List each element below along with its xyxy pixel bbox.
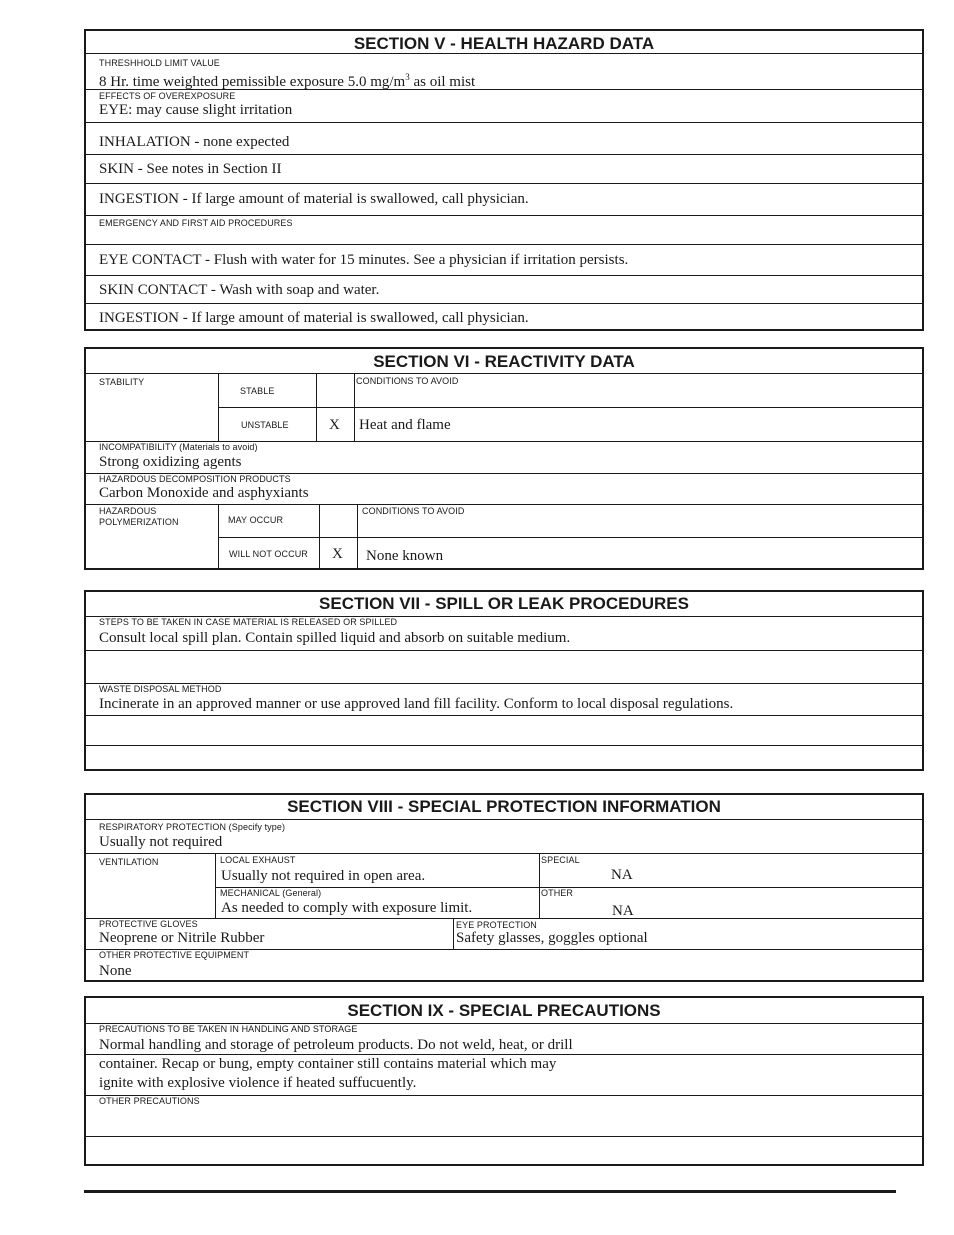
divider <box>86 303 922 304</box>
divider <box>86 53 922 54</box>
divider <box>86 154 922 155</box>
handling-line-3: ignite with explosive violence if heated suffucuently. <box>99 1075 417 1091</box>
divider <box>86 504 922 505</box>
section-viii-protection <box>84 793 924 982</box>
divider <box>86 183 922 184</box>
steps-label: STEPS TO BE TAKEN IN CASE MATERIAL IS RELEASED OR SPILLED <box>99 617 398 627</box>
tlv-value: 8 Hr. time weighted pemissible exposure 5.0 $mg/m^3$ as oil mist <box>99 72 476 90</box>
divider <box>86 918 922 919</box>
divider <box>86 1136 922 1137</box>
local-exhaust-label: LOCAL EXHAUST <box>220 855 296 865</box>
eye-protection-label: EYE PROTECTION <box>456 920 537 930</box>
eye-protection-value: Safety glasses, goggles optional <box>456 930 648 946</box>
incompat-label: INCOMPATIBILITY (Materials to avoid) <box>99 442 258 452</box>
conditions-value: Heat and flame <box>359 417 451 433</box>
mechanical-value: As needed to comply with exposure limit. <box>221 900 473 916</box>
polymerization-label-2: POLYMERIZATION <box>99 517 179 527</box>
unstable-label: UNSTABLE <box>241 420 289 430</box>
divider <box>86 215 922 216</box>
divider <box>539 853 540 918</box>
section-v-health-hazard <box>84 29 924 331</box>
divider <box>86 122 922 123</box>
local-exhaust-value: Usually not required in open area. <box>221 868 426 884</box>
divider <box>86 1095 922 1096</box>
handling-line-1: Normal handling and storage of petroleum products. Do not weld, heat, or drill <box>99 1037 573 1053</box>
special-label: SPECIAL <box>541 855 580 865</box>
other-equipment-value: None <box>99 963 132 979</box>
section-ix-title: SECTION IX - SPECIAL PRECAUTIONS <box>347 1001 661 1020</box>
section-v-title: SECTION V - HEALTH HAZARD DATA <box>353 34 655 53</box>
skin-contact: SKIN CONTACT - Wash with soap and water. <box>99 282 380 298</box>
section-viii-title: SECTION VIII - SPECIAL PROTECTION INFORMATION <box>287 797 721 816</box>
section-vi-title: SECTION VI - REACTIVITY DATA <box>373 352 635 371</box>
waste-value: Incinerate in an approved manner or use approved land fill facility. Conform to local disposal regulations. <box>99 696 734 712</box>
divider <box>218 407 922 408</box>
handling-line-2: container. Recap or bung, empty container still contains material which may <box>99 1056 557 1072</box>
conditions-label: CONDITIONS TO AVOID <box>356 376 459 386</box>
divider <box>86 89 922 90</box>
section-vi-reactivity <box>84 347 924 570</box>
poly-conditions-label: CONDITIONS TO AVOID <box>362 506 465 516</box>
ventilation-label: VENTILATION <box>99 857 159 867</box>
may-occur-label: MAY OCCUR <box>228 515 284 525</box>
tlv-label: THRESHHOLD LIMIT VALUE <box>99 58 220 68</box>
section-ix-precautions <box>84 996 924 1166</box>
special-value: NA <box>611 867 633 883</box>
steps-value: Consult local spill plan. Contain spilled liquid and absorb on suitable medium. <box>99 630 571 646</box>
effects-label: EFFECTS OF OVEREXPOSURE <box>99 91 236 101</box>
eye-effect: EYE: may cause slight irritation <box>99 102 293 118</box>
other-equipment-label: OTHER PROTECTIVE EQUIPMENT <box>99 950 250 960</box>
other-label: OTHER <box>541 888 573 898</box>
divider <box>86 715 922 716</box>
divider <box>86 275 922 276</box>
will-not-occur-checkmark: X <box>332 546 343 562</box>
other-value: NA <box>612 903 634 919</box>
decomp-label: HAZARDOUS DECOMPOSITION PRODUCTS <box>99 474 291 484</box>
gloves-label: PROTECTIVE GLOVES <box>99 919 198 929</box>
skin-effect: SKIN - See notes in Section II <box>99 161 282 177</box>
divider <box>86 1054 922 1055</box>
respiratory-label: RESPIRATORY PROTECTION (Specify type) <box>99 822 286 832</box>
divider <box>215 853 216 918</box>
ingestion-firstaid: INGESTION - If large amount of material is swallowed, call physician. <box>99 310 529 326</box>
firstaid-label: EMERGENCY AND FIRST AID PROCEDURES <box>99 218 293 228</box>
eye-contact: EYE CONTACT - Flush with water for 15 minutes. See a physician if irritation persists. <box>99 252 629 268</box>
divider <box>86 244 922 245</box>
section-vii-spill-leak <box>84 590 924 771</box>
unstable-checkmark: X <box>329 417 340 433</box>
gloves-value: Neoprene or Nitrile Rubber <box>99 930 265 946</box>
divider <box>86 650 922 651</box>
stable-label: STABLE <box>240 386 275 396</box>
will-not-occur-label: WILL NOT OCCUR <box>229 549 308 559</box>
divider <box>86 745 922 746</box>
respiratory-value: Usually not required <box>99 834 223 850</box>
divider <box>86 853 922 854</box>
decomp-value: Carbon Monoxide and asphyxiants <box>99 485 309 501</box>
other-precautions-label: OTHER PRECAUTIONS <box>99 1096 200 1106</box>
section-vii-title: SECTION VII - SPILL OR LEAK PROCEDURES <box>319 594 689 613</box>
handling-label: PRECAUTIONS TO BE TAKEN IN HANDLING AND STORAGE <box>99 1024 358 1034</box>
waste-label: WASTE DISPOSAL METHOD <box>99 684 222 694</box>
divider <box>453 918 454 949</box>
polymerization-label-1: HAZARDOUS <box>99 506 157 516</box>
divider <box>218 537 922 538</box>
inhalation-effect: INHALATION - none expected <box>99 134 290 150</box>
stability-label: STABILITY <box>99 377 145 387</box>
incompat-value: Strong oxidizing agents <box>99 454 242 470</box>
divider <box>86 373 922 374</box>
mechanical-label: MECHANICAL (General) <box>220 888 322 898</box>
poly-conditions-value: None known <box>366 548 444 564</box>
page-bottom-rule <box>84 1190 896 1193</box>
ingestion-effect: INGESTION - If large amount of material is swallowed, call physician. <box>99 191 529 207</box>
divider <box>86 819 922 820</box>
